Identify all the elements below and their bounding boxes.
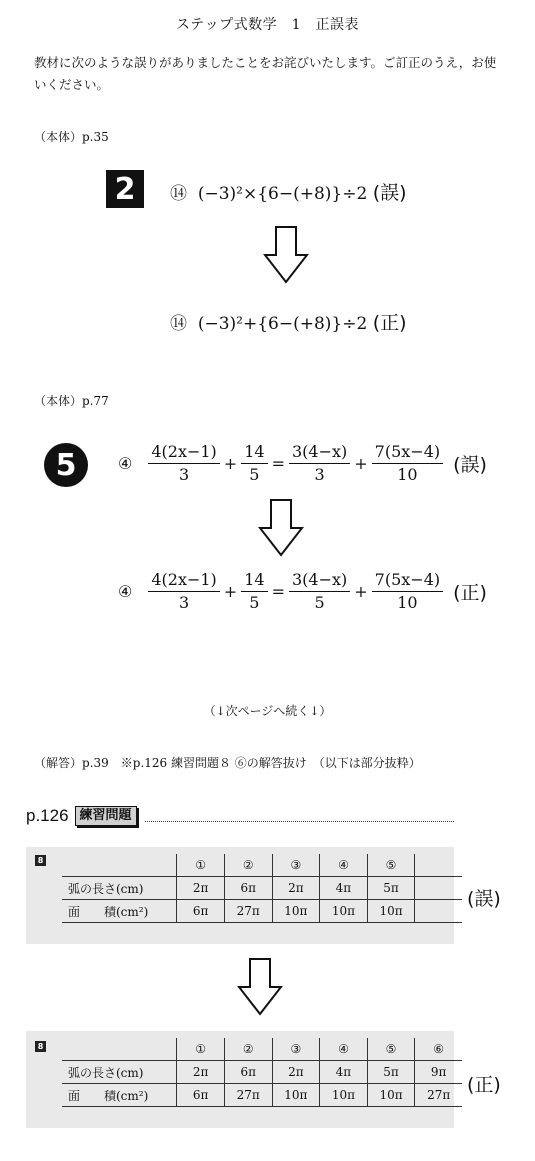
problem-number-8: 8 — [35, 1041, 46, 1052]
table-wrong-box — [26, 847, 454, 944]
practice-page: p.126 — [26, 806, 69, 825]
section1-ref: （本体）p.35 — [34, 130, 109, 144]
table-row: 弧の長さ(cm) 2π 6π 2π 4π 5π — [62, 877, 462, 900]
section1-wrong-equation — [170, 178, 407, 205]
problem-number: ⑭ — [170, 314, 187, 334]
table-row: 面 積(cm²) 6π 27π 10π 10π 10π — [62, 900, 462, 923]
down-arrow-icon — [237, 957, 283, 1017]
equals-sign: = — [271, 454, 285, 473]
problem-number: ④ — [118, 454, 133, 473]
plus-sign: + — [354, 454, 368, 473]
page-title: ステップ式数学 1 正誤表 — [175, 17, 360, 33]
fraction-2: $\frac{14}{5}$ — [241, 442, 267, 485]
fraction-4: $\frac{7(5x-4)}{10}$ — [372, 570, 443, 613]
fraction-2: $\frac{14}{5}$ — [241, 570, 267, 613]
table-row: 弧の長さ(cm) 2π 6π 2π 4π 5π 9π — [62, 1061, 462, 1084]
right-tag: (正) — [467, 1074, 501, 1096]
table-header-row: ① ② ③ ④ ⑤ ⑥ — [62, 1038, 462, 1061]
section1-right-equation — [170, 308, 407, 335]
fraction-3: $\frac{3(4-x)}{5}$ — [289, 570, 350, 613]
table-row: 面 積(cm²) 6π 27π 10π 10π 10π 27π — [62, 1084, 462, 1107]
wrong-tag: (誤) — [453, 454, 487, 476]
plus-sign: + — [223, 454, 238, 473]
table-right — [62, 1038, 462, 1107]
table-header-row: ① ② ③ ④ ⑤ — [62, 854, 462, 877]
continue-note: （↓次ページへ続く↓） — [203, 704, 332, 718]
dotted-rule — [145, 821, 454, 822]
table-wrong — [62, 854, 462, 923]
section2-ref: （本体）p.77 — [34, 394, 109, 408]
wrong-tag: (誤) — [372, 182, 407, 204]
fraction-4: $\frac{7(5x-4)}{10}$ — [372, 442, 443, 485]
plus-sign: + — [354, 582, 368, 601]
problem-number-8: 8 — [35, 855, 46, 866]
intro-text: 教材に次のような誤りがありましたことをお詫びいたします。ご訂正のうえ，お使いください。 — [34, 55, 497, 92]
fraction-1: $\frac{4(2x-1)}{3}$ — [148, 570, 219, 613]
plus-sign: + — [223, 582, 238, 601]
answer-note: （解答）p.39 ※p.126 練習問題８ ⑥の解答抜け （以下は部分抜粋） — [34, 756, 421, 770]
table-right-box — [26, 1031, 454, 1128]
down-arrow-icon — [258, 498, 304, 558]
practice-badge: 練習問題 — [75, 806, 137, 826]
problem-badge-2: 2 — [106, 170, 144, 208]
down-arrow-icon — [263, 225, 309, 285]
practice-header — [26, 806, 454, 826]
wrong-expression: (−3)²×{6−(+8)}÷2 — [197, 184, 368, 204]
problem-number: ⑭ — [170, 184, 187, 204]
wrong-tag: (誤) — [467, 888, 501, 910]
fraction-3: $\frac{3(4-x)}{3}$ — [289, 442, 350, 485]
right-expression: (−3)²+{6−(+8)}÷2 — [197, 314, 368, 334]
section2-wrong-equation — [118, 442, 487, 485]
section2-right-equation — [118, 570, 487, 613]
problem-badge-5: 5 — [44, 443, 88, 487]
equals-sign: = — [271, 582, 285, 601]
right-tag: (正) — [453, 582, 487, 604]
right-tag: (正) — [372, 312, 407, 334]
fraction-1: $\frac{4(2x-1)}{3}$ — [148, 442, 219, 485]
problem-number: ④ — [118, 582, 133, 601]
